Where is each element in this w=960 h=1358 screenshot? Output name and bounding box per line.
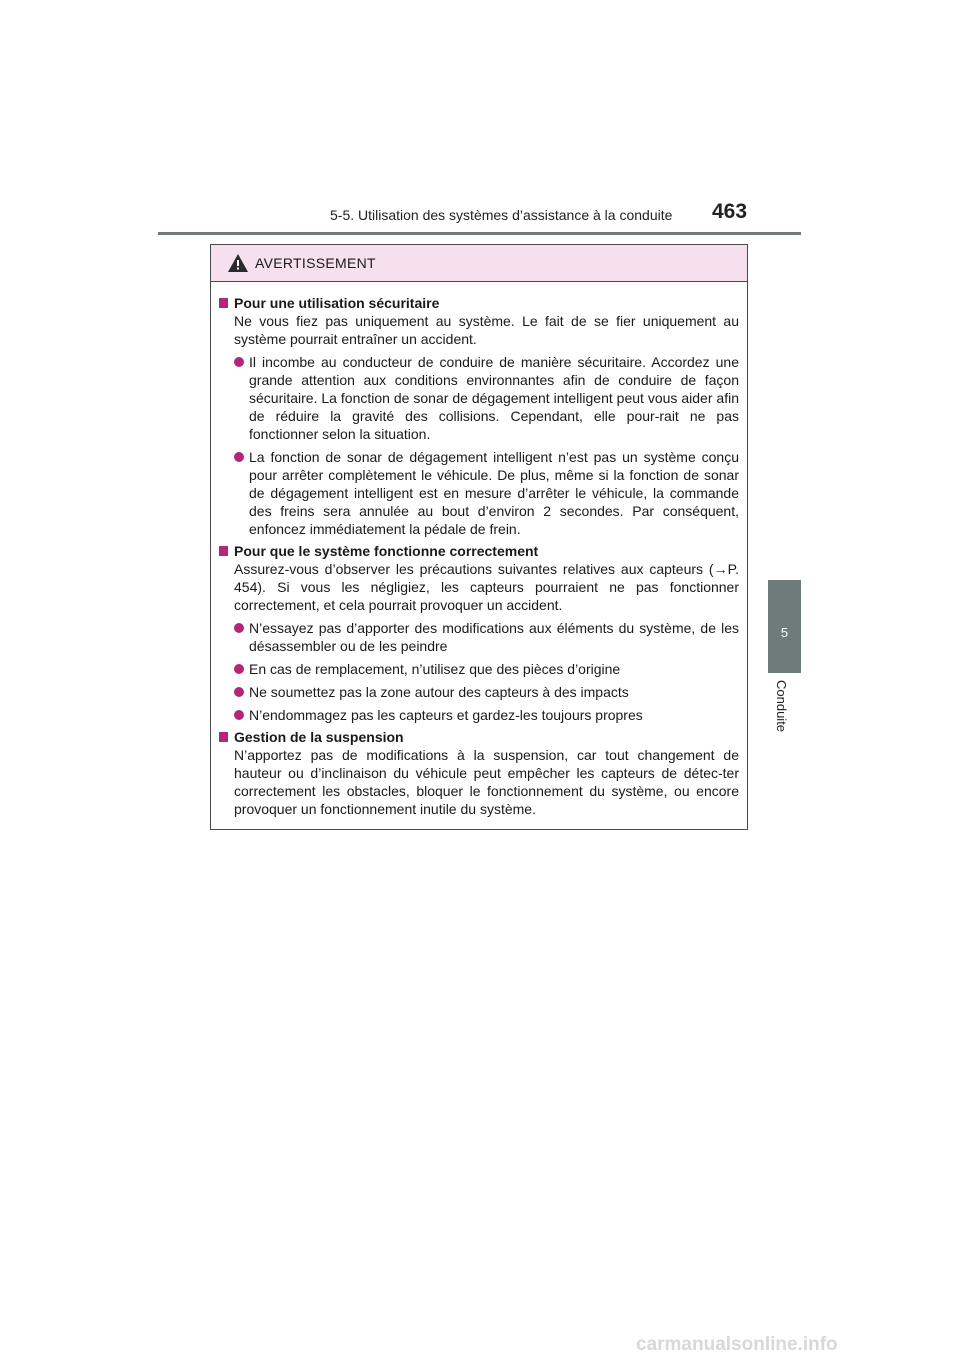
bullet-item <box>234 660 739 678</box>
section-heading <box>219 294 739 312</box>
section-heading-text: Pour que le système fonctionne correctement <box>234 543 539 559</box>
square-icon <box>219 732 228 742</box>
warning-box <box>210 244 748 830</box>
square-icon <box>219 546 228 556</box>
warning-triangle-icon <box>227 253 249 273</box>
bullet-text: N’endommagez pas les capteurs et gardez-les toujours propres <box>249 707 643 723</box>
bullet-text: En cas de remplacement, n’utilisez que des pièces d’origine <box>249 661 621 677</box>
section-paragraph: Assurez-vous d’observer les précautions suivantes relatives aux capteurs (→P. 454). Si vous les négligiez, les capteurs pourraient ne pas fonctionner correctement, et cela pourrait provoquer un accident. <box>234 561 739 613</box>
warning-header <box>211 245 747 282</box>
dot-icon <box>234 664 244 674</box>
section-heading-text: Pour une utilisation sécuritaire <box>234 295 440 311</box>
bullet-text: Il incombe au conducteur de conduire de manière sécuritaire. Accordez une grande attention aux conditions environnantes afin de conduire de façon sécuritaire. La fonction de sonar de dégagement intelligent peut vous aider afin de réduire la gravité des collisions. Cependant, elle pour-rait ne pas fonctionner selon la situation. <box>249 354 739 442</box>
header-title: 5-5. Utilisation des systèmes d’assistance à la conduite <box>330 207 673 223</box>
dot-icon <box>234 623 244 633</box>
dot-icon <box>234 452 244 462</box>
section-paragraph: Ne vous fiez pas uniquement au système. Le fait de se fier uniquement au système pourrait entraîner un accident. <box>234 313 739 347</box>
dot-icon <box>234 710 244 720</box>
bullet-item <box>234 706 739 724</box>
section-heading <box>219 542 739 560</box>
section-heading <box>219 728 739 746</box>
bullet-item <box>234 619 739 655</box>
dot-icon <box>234 687 244 697</box>
chapter-number: 5 <box>780 625 789 640</box>
warning-body <box>211 282 747 818</box>
section-paragraph: N’apportez pas de modifications à la suspension, car tout changement de hauteur ou d’inclinaison du véhicule peut empêcher les capteurs de détec-ter correctement les obstacles, bloquer le fonctionnement du système, ou encore provoquer un fonctionnement inutile du système. <box>234 747 739 817</box>
bullet-item <box>234 448 739 538</box>
section-heading-text: Gestion de la suspension <box>234 729 404 745</box>
page-number: 463 <box>712 200 748 223</box>
bullet-text: La fonction de sonar de dégagement intelligent n’est pas un système conçu pour arrêter complètement le véhicule. De plus, même si la fonction de sonar de dégagement intelligent est en mesure d’arrêter le véhicule, la commande des freins sera annulée au bout d’environ 2 secondes. Par conséquent, enfoncez immédiatement la pédale de frein. <box>249 449 739 537</box>
bullet-text: Ne soumettez pas la zone autour des capteurs à des impacts <box>249 684 629 700</box>
warning-title: AVERTISSEMENT <box>255 255 376 271</box>
bullet-item <box>234 683 739 701</box>
bullet-text: N’essayez pas d’apporter des modifications aux éléments du système, de les désassembler ou de les peindre <box>249 620 739 654</box>
dot-icon <box>234 357 244 367</box>
chapter-tab <box>768 580 801 673</box>
chapter-label: Conduite <box>774 680 789 733</box>
square-icon <box>219 298 228 308</box>
header-rule <box>158 232 801 235</box>
bullet-item <box>234 353 739 443</box>
watermark: carmanualsonline.info <box>636 1334 838 1355</box>
